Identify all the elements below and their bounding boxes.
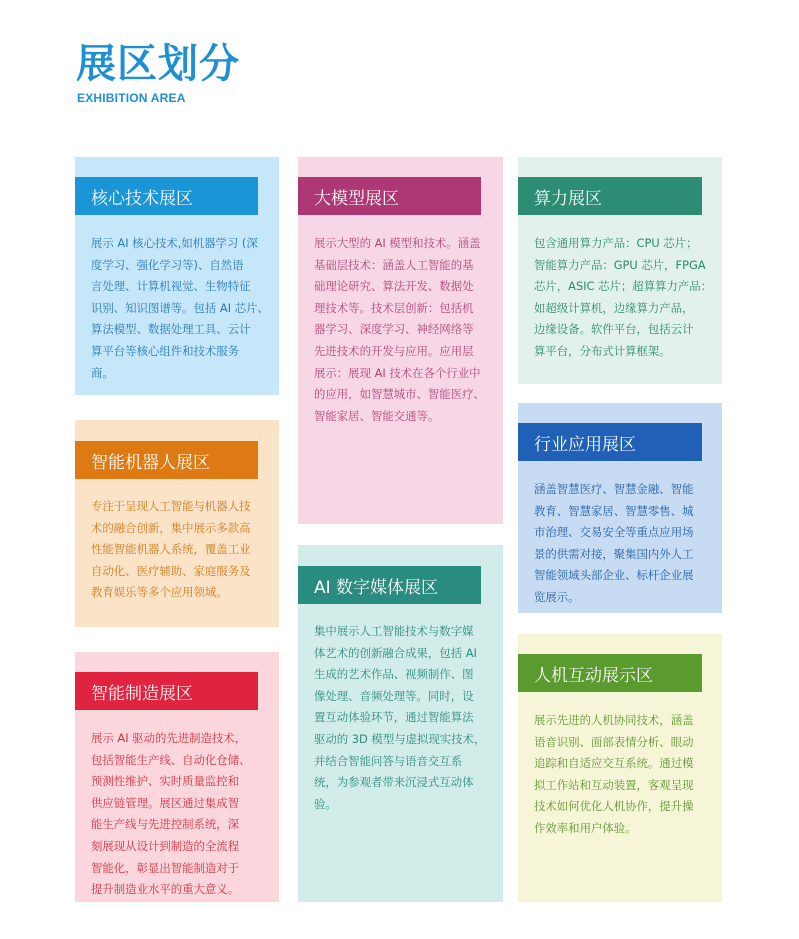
area-card-media — [298, 545, 503, 902]
area-card-industry — [518, 403, 722, 613]
area-description-industry: 涵盖智慧医疗、智慧金融、智能 教育、智慧家居、智慧零售、城 市治理、交易安全等重点应用场 景的供需对接，聚集国内外人工 智能领域头部企业、标杆企业展 览展示。 — [534, 482, 694, 604]
area-title-industry: 行业应用展区 — [518, 423, 702, 461]
area-description-compute: 包含通用算力产品：CPU 芯片； 智能算力产品：GPU 芯片，FPGA 芯片，ASIC 芯片；超算算力产品： 如超级计算机，边缘算力产品， 边缘设备。软件平台，包括云计 算平台，分布式计算框架。 — [534, 236, 713, 358]
area-card-llm — [298, 157, 503, 524]
area-title-core: 核心技术展区 — [75, 177, 258, 215]
area-card-manufacturing — [75, 652, 279, 902]
area-title-hci: 人机互动展示区 — [518, 654, 702, 692]
area-card-hci — [518, 634, 722, 902]
area-description-hci: 展示先进的人机协同技术，涵盖 语音识别、面部表情分析、眼动 追踪和自适应交互系统。通过模 拟工作站和互动装置，客观呈现 技术如何优化人机协作，提升操 作效率和用户体验。 — [534, 713, 694, 835]
area-title-robot: 智能机器人展区 — [75, 441, 258, 479]
area-description-core: 展示 AI 核心技术,如机器学习 (深 度学习、强化学习等)、自然语 言处理、计算机视觉、生物特征 识别、知识图谱等。包括 AI 芯片、 算法模型、数据处理工具、云计 算平台等核心组件和技术服务 商。 — [91, 236, 269, 380]
page-subtitle: EXHIBITION AREA — [77, 91, 186, 105]
area-title-manufacturing: 智能制造展区 — [75, 672, 258, 710]
page-title: 展区划分 — [76, 41, 240, 87]
area-title-compute: 算力展区 — [518, 177, 702, 215]
area-description-robot: 专注于呈现人工智能与机器人技 术的融合创新，集中展示多款高 性能智能机器人系统，覆盖工业 自动化、医疗辅助、家庭服务及 教育娱乐等多个应用领域。 — [91, 499, 251, 600]
area-description-manufacturing: 展示 AI 驱动的先进制造技术， 包括智能生产线、自动化仓储、 预测性维护、实时质量监控和 供应链管理。展区通过集成智 能生产线与先进控制系统，深 刻展现从设计到制造的全流程 智能化，彰显出智能制造对于 提升制造业水平的重大意义。 — [91, 731, 251, 897]
area-description-media: 集中展示人工智能技术与数字媒 体艺术的创新融合成果，包括 AI 生成的艺术作品、视频制作、图 像处理、音频处理等。同时，设 置互动体验环节，通过智能算法 驱动的 3D 模型与虚拟现实技术， 并结合智能问答与语音交互系 统，为参观者带来沉浸式互动体 验。 — [314, 624, 486, 811]
area-card-core — [75, 157, 279, 395]
area-description-llm: 展示大型的 AI 模型和技术。涵盖 基础层技术：涵盖人工智能的基 础理论研究、算法开发、数据处 理技术等。技术层创新：包括机 器学习、深度学习、神经网络等 先进技术的开发与应用。应用层 展示：展现 AI 技术在各个行业中 的应用，如智慧城市、智能医疗、 智能家居、智能交通等。 — [314, 236, 485, 423]
area-title-llm: 大模型展区 — [298, 177, 481, 215]
area-card-robot — [75, 420, 279, 627]
area-card-compute — [518, 157, 722, 384]
area-title-media: AI 数字媒体展区 — [298, 566, 481, 604]
